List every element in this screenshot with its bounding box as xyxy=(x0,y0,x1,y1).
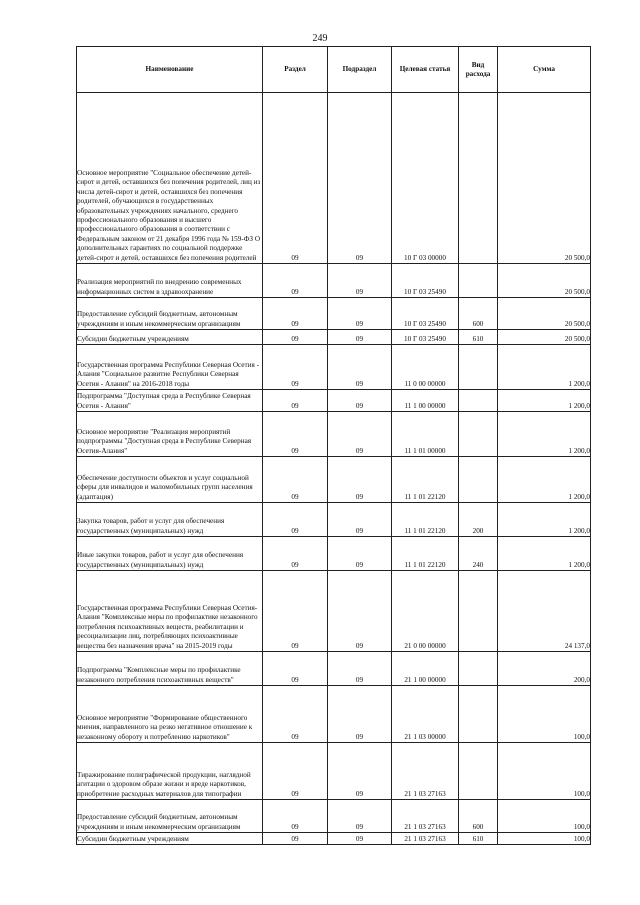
table-row xyxy=(77,412,591,457)
row-name-cell: Обеспечение доступности объектов и услуг социальной сферы для инвалидов и маломобильных групп населения (адаптация) xyxy=(77,457,263,503)
row-razdel-cell: 09 xyxy=(263,330,328,345)
row-celevaya-cell: 21 1 03 27163 xyxy=(392,833,459,845)
row-vid-cell: 200 xyxy=(459,503,498,537)
row-summa-cell: 1 200,0 xyxy=(498,390,591,412)
row-summa-cell: 1 200,0 xyxy=(498,345,591,390)
row-name-cell: Предоставление субсидий бюджетным, автономным учреждениям и иным некоммерческим организациям xyxy=(77,298,263,330)
row-celevaya-cell: 11 1 00 00000 xyxy=(392,390,459,412)
row-podrazdel-cell: 09 xyxy=(328,571,392,652)
table-row xyxy=(77,93,591,264)
budget-table xyxy=(76,46,591,845)
row-name-cell: Предоставление субсидий бюджетным, автономным учреждениям и иным некоммерческим организациям xyxy=(77,800,263,833)
row-podrazdel-cell: 09 xyxy=(328,264,392,298)
row-celevaya-cell: 11 1 01 22120 xyxy=(392,503,459,537)
table-row xyxy=(77,833,591,845)
row-vid-cell xyxy=(459,345,498,390)
row-podrazdel-cell: 09 xyxy=(328,330,392,345)
row-vid-cell: 600 xyxy=(459,298,498,330)
table-row xyxy=(77,298,591,330)
row-name-cell: Основное мероприятие "Социальное обеспечение детей-сирот и детей, оставшихся без попечения родителей, лиц из числа детей-сирот и детей, оставшихся без попечения родителей, обучающихся в государственных образовательных учреждениях начального, среднего профессионального образования и высшего профессионального образования в соответствии с Федеральным законом от 21 декабря 1996 года № 159-ФЗ О дополнительных гарантиях по социальной поддержке детей-сирот и детей, оставшихся без попечения родителей xyxy=(77,93,263,264)
row-name-cell: Основное мероприятие "Реализация мероприятий подпрограммы "Доступная среда в Республике Северная Осетия-Алания" xyxy=(77,412,263,457)
row-summa-cell: 1 200,0 xyxy=(498,412,591,457)
table-row xyxy=(77,537,591,571)
row-vid-cell xyxy=(459,571,498,652)
table-row xyxy=(77,743,591,800)
row-podrazdel-cell: 09 xyxy=(328,390,392,412)
row-summa-cell: 1 200,0 xyxy=(498,537,591,571)
row-razdel-cell: 09 xyxy=(263,457,328,503)
row-vid-cell xyxy=(459,743,498,800)
table-row xyxy=(77,457,591,503)
table-row xyxy=(77,686,591,743)
row-vid-cell: 240 xyxy=(459,537,498,571)
table-row xyxy=(77,390,591,412)
row-podrazdel-cell: 09 xyxy=(328,800,392,833)
row-celevaya-cell: 10 Г 03 25490 xyxy=(392,298,459,330)
row-vid-cell xyxy=(459,412,498,457)
row-razdel-cell: 09 xyxy=(263,743,328,800)
row-podrazdel-cell: 09 xyxy=(328,93,392,264)
row-razdel-cell: 09 xyxy=(263,652,328,686)
row-summa-cell: 100,0 xyxy=(498,743,591,800)
row-name-cell: Реализация мероприятий по внедрению современных информационных систем в здравоохранение xyxy=(77,264,263,298)
row-celevaya-cell: 11 0 00 00000 xyxy=(392,345,459,390)
row-vid-cell xyxy=(459,686,498,743)
table-row xyxy=(77,503,591,537)
row-razdel-cell: 09 xyxy=(263,833,328,845)
row-vid-cell xyxy=(459,264,498,298)
row-summa-cell: 200,0 xyxy=(498,652,591,686)
row-razdel-cell: 09 xyxy=(263,412,328,457)
header-name: Наименование xyxy=(77,47,263,93)
row-summa-cell: 20 500,0 xyxy=(498,93,591,264)
header-razdel: Раздел xyxy=(263,47,328,93)
row-name-cell: Государственная программа Республики Северная Осетия - Алания "Социальное развитие Республики Северная Осетия - Алания" на 2016-2018 годы xyxy=(77,345,263,390)
row-celevaya-cell: 21 1 03 00000 xyxy=(392,686,459,743)
row-name-cell: Тиражирование полиграфической продукции, наглядной агитации о здоровом образе жизни и вреде наркотиков, приобретение расходных материалов для типографии xyxy=(77,743,263,800)
row-podrazdel-cell: 09 xyxy=(328,345,392,390)
row-name-cell: Государственная программа Республики Северная Осетия-Алания "Комплексные меры по профилактике незаконного потребления психоактивных веществ, реабилитации и ресоциализации лиц, потребляющих психоактивные вещества без назначения врача" на 2015-2019 годы xyxy=(77,571,263,652)
row-razdel-cell: 09 xyxy=(263,503,328,537)
row-celevaya-cell: 21 1 00 00000 xyxy=(392,652,459,686)
row-name-cell: Подпрограмма "Доступная среда в Республике Северная Осетия - Алания" xyxy=(77,390,263,412)
header-celevaya: Целевая статья xyxy=(392,47,459,93)
row-podrazdel-cell: 09 xyxy=(328,412,392,457)
row-podrazdel-cell: 09 xyxy=(328,298,392,330)
row-vid-cell: 600 xyxy=(459,800,498,833)
page-number: 249 xyxy=(312,33,328,44)
row-vid-cell: 610 xyxy=(459,833,498,845)
row-summa-cell: 20 500,0 xyxy=(498,264,591,298)
row-celevaya-cell: 11 1 01 22120 xyxy=(392,537,459,571)
header-vid: Вид расхода xyxy=(459,47,498,93)
row-name-cell: Субсидии бюджетным учреждениям xyxy=(77,833,263,845)
row-name-cell: Закупка товаров, работ и услуг для обеспечения государственных (муниципальных) нужд xyxy=(77,503,263,537)
table-row xyxy=(77,330,591,345)
row-podrazdel-cell: 09 xyxy=(328,457,392,503)
row-summa-cell: 24 137,0 xyxy=(498,571,591,652)
row-celevaya-cell: 10 Г 03 25490 xyxy=(392,330,459,345)
row-celevaya-cell: 10 Г 03 00000 xyxy=(392,93,459,264)
row-name-cell: Основное мероприятие "Формирование общественного мнения, направленного на резко негативное отношение к незаконному обороту и потреблению наркотиков" xyxy=(77,686,263,743)
row-celevaya-cell: 11 1 01 00000 xyxy=(392,412,459,457)
table-row xyxy=(77,264,591,298)
row-summa-cell: 20 500,0 xyxy=(498,330,591,345)
row-razdel-cell: 09 xyxy=(263,571,328,652)
row-celevaya-cell: 21 1 03 27163 xyxy=(392,743,459,800)
row-razdel-cell: 09 xyxy=(263,537,328,571)
row-vid-cell xyxy=(459,457,498,503)
row-name-cell: Субсидии бюджетным учреждениям xyxy=(77,330,263,345)
table-header-row xyxy=(77,47,591,93)
row-razdel-cell: 09 xyxy=(263,264,328,298)
row-summa-cell: 100,0 xyxy=(498,833,591,845)
header-podrazdel: Подраздел xyxy=(328,47,392,93)
table-row xyxy=(77,652,591,686)
row-podrazdel-cell: 09 xyxy=(328,503,392,537)
row-celevaya-cell: 11 1 01 22120 xyxy=(392,457,459,503)
row-summa-cell: 100,0 xyxy=(498,800,591,833)
row-celevaya-cell: 21 1 03 27163 xyxy=(392,800,459,833)
row-vid-cell xyxy=(459,652,498,686)
row-razdel-cell: 09 xyxy=(263,298,328,330)
row-podrazdel-cell: 09 xyxy=(328,833,392,845)
row-celevaya-cell: 10 Г 03 25490 xyxy=(392,264,459,298)
table-row xyxy=(77,345,591,390)
row-name-cell: Иные закупки товаров, работ и услуг для обеспечения государственных (муниципальных) нужд xyxy=(77,537,263,571)
row-summa-cell: 1 200,0 xyxy=(498,503,591,537)
header-summa: Сумма xyxy=(498,47,591,93)
row-podrazdel-cell: 09 xyxy=(328,652,392,686)
row-razdel-cell: 09 xyxy=(263,686,328,743)
row-vid-cell xyxy=(459,390,498,412)
row-vid-cell xyxy=(459,93,498,264)
row-vid-cell: 610 xyxy=(459,330,498,345)
row-summa-cell: 20 500,0 xyxy=(498,298,591,330)
row-razdel-cell: 09 xyxy=(263,93,328,264)
row-podrazdel-cell: 09 xyxy=(328,686,392,743)
row-summa-cell: 100,0 xyxy=(498,686,591,743)
row-name-cell: Подпрограмма "Комплексные меры по профилактике незаконного потребления психоактивных веществ" xyxy=(77,652,263,686)
row-razdel-cell: 09 xyxy=(263,345,328,390)
table-row xyxy=(77,571,591,652)
table-row xyxy=(77,800,591,833)
row-razdel-cell: 09 xyxy=(263,390,328,412)
row-razdel-cell: 09 xyxy=(263,800,328,833)
row-podrazdel-cell: 09 xyxy=(328,537,392,571)
row-summa-cell: 1 200,0 xyxy=(498,457,591,503)
row-podrazdel-cell: 09 xyxy=(328,743,392,800)
row-celevaya-cell: 21 0 00 00000 xyxy=(392,571,459,652)
